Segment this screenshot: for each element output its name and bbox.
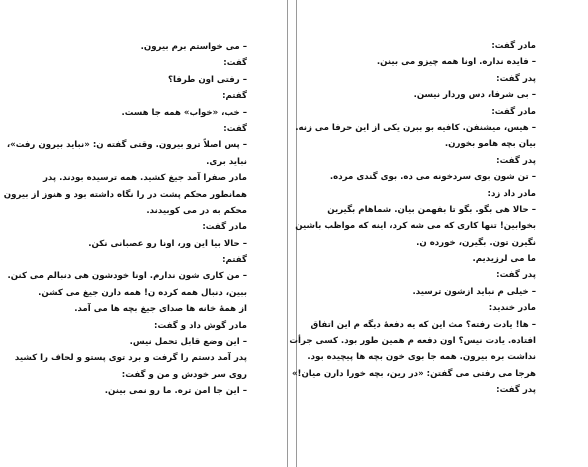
text-line: – خب، «خواب» همه جا هست. bbox=[121, 107, 247, 118]
gutter-divider bbox=[287, 0, 288, 467]
text-line: گفتم: bbox=[222, 91, 247, 102]
text-line: مادر خندید: bbox=[488, 303, 536, 314]
text-line: گفتم: bbox=[222, 255, 247, 266]
text-line: – خیلی م نباید ازشون ترسید. bbox=[412, 286, 536, 297]
text-line: پدر آمد دستم را گرفت و برد توی پستو و لحاف را کشید bbox=[14, 353, 247, 364]
text-line: – من کاری شون ندارم. اونا خودشون هی دنبالم می کنن. bbox=[7, 271, 247, 282]
right-page-text bbox=[289, 38, 536, 399]
text-line: گفت: bbox=[223, 123, 247, 134]
text-line: مادر گفت: bbox=[491, 106, 536, 117]
text-line: ببین، دنبال همه کرده ن! همه دارن جیغ می کشن. bbox=[38, 287, 247, 298]
left-page bbox=[0, 0, 287, 467]
text-line: ما می لرزیدیم. bbox=[472, 254, 536, 265]
text-line: – حالا بیا این ور، اونا رو عصبانی نکن. bbox=[88, 238, 247, 249]
text-line: – این وضع قابل تحمل نیس. bbox=[129, 337, 247, 348]
text-line: گفت: bbox=[223, 58, 247, 69]
text-line: – پس اصلاً ترو بیرون. وقتی گفته ن: «نباید بیرون رفت»، bbox=[6, 140, 247, 151]
left-page-text bbox=[3, 39, 247, 400]
text-line: مادر گوش داد و گفت: bbox=[154, 320, 247, 331]
text-line: – هیس، میشنفن. کافیه بو ببرن یکی از این حرفا می زنه. bbox=[295, 122, 536, 133]
text-line: افتاده. یادت نیس؟ اون دفعه م همین طور بود. کسی جرأت bbox=[289, 336, 536, 347]
text-line: همانطور محکم پشت در را نگاه داشته بود و هنوز از بیرون bbox=[3, 189, 247, 200]
text-line: پدر گفت: bbox=[496, 155, 536, 166]
text-line: – ها! یادت رفته؟ مث این که یه دفعهٔ دیگه م این اتفاق bbox=[310, 319, 536, 330]
text-line: مادر گفت: bbox=[491, 41, 536, 51]
text-line: مادر صفرا آمد جیغ کشید. همه ترسیده بودند. پدر bbox=[42, 173, 247, 184]
text-line: پدر گفت: bbox=[496, 385, 536, 396]
text-line: مادر گفت: bbox=[202, 222, 247, 233]
text-line: – تن شون بوی سردخونه می ده. بوی گندی مرده. bbox=[329, 172, 536, 183]
text-line: روی سر خودش و من و گفت: bbox=[121, 369, 247, 380]
text-line: پدر گفت: bbox=[496, 270, 536, 281]
text-line: بیان بچه هامو بخورن. bbox=[444, 139, 536, 150]
text-line: از همهٔ خانه ها صدای جیغ بچه ها می آمد. bbox=[74, 304, 247, 315]
text-line: نگیرن تون. بگیرن، خورده ن. bbox=[416, 237, 536, 248]
text-line: – بی شرفا، دس وردار نیسن. bbox=[413, 90, 536, 101]
text-line: – رفتی اون طرفا؟ bbox=[168, 74, 247, 85]
text-line: بخوابین! تنها کاری که می شه کرد، اینه که مواظب باشین bbox=[295, 221, 536, 232]
text-line: – حالا هی بگو. بگو تا بفهمن بیان. شماهام بگیرین bbox=[327, 204, 536, 215]
right-page bbox=[289, 0, 588, 467]
text-line: محکم به در می کوبیدند. bbox=[146, 205, 247, 216]
text-line: – فایده نداره. اونا همه چیزو می بینن. bbox=[376, 57, 536, 68]
text-line: نداشت بره بیرون. همه جا بوی خون بچه ها پیچیده بود. bbox=[307, 352, 536, 363]
text-line: مادر داد زد: bbox=[487, 188, 536, 199]
text-line: نباید بری. bbox=[206, 156, 247, 167]
text-line: – می خواستم برم بیرون. bbox=[140, 42, 247, 52]
text-line: – این جا امن تره. ما رو نمی بینن. bbox=[104, 386, 247, 397]
text-line: هرجا می رفتی می گفتن: «در رین، بچه خورا دارن میان!» bbox=[292, 368, 536, 379]
text-line: پدر گفت: bbox=[496, 73, 536, 84]
